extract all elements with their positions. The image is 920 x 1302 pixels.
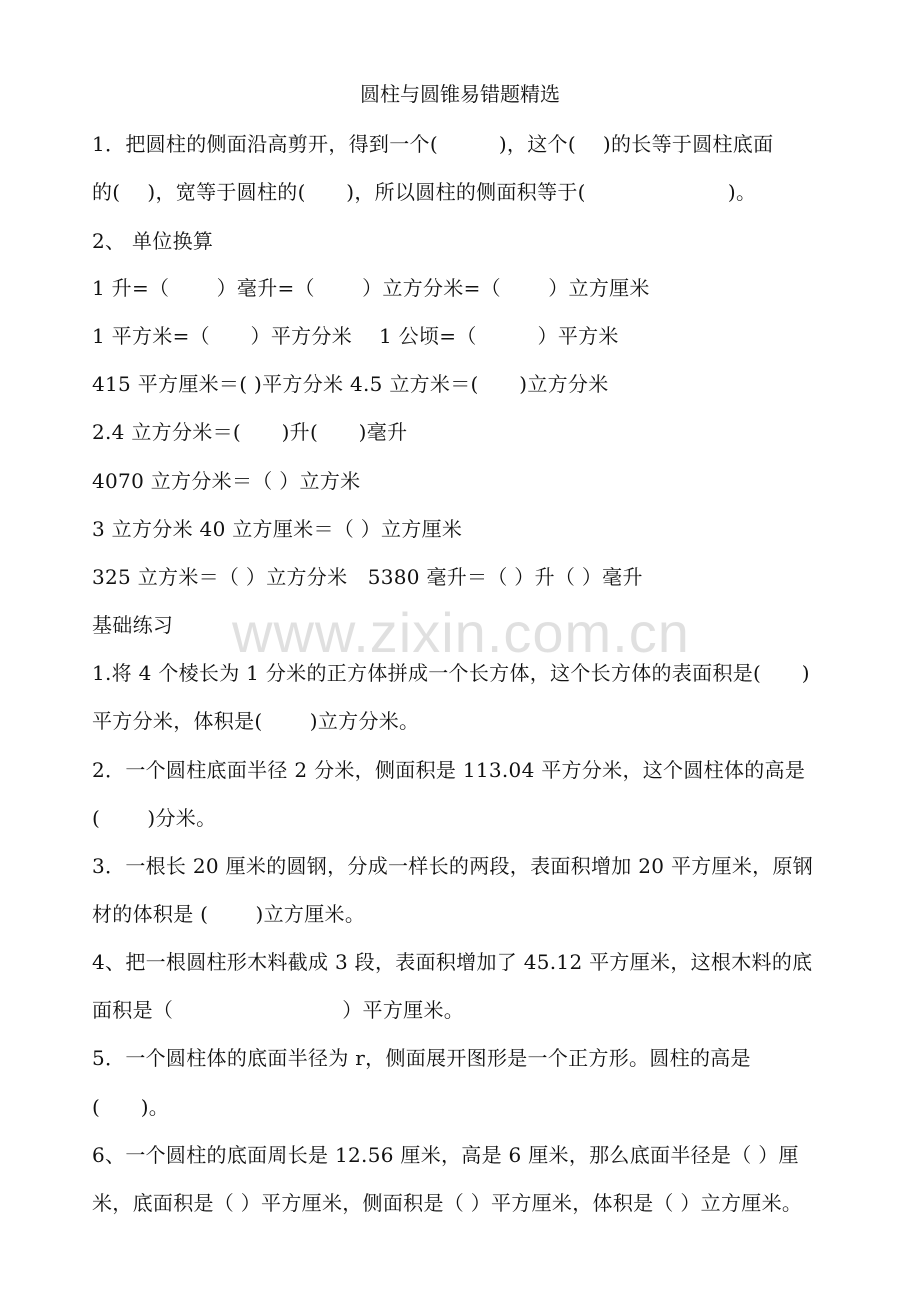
- text-line: 米，底面积是（ ）平方厘米，侧面积是（ ）平方厘米，体积是（ ）立方厘米。: [92, 1191, 803, 1215]
- text-line: 6、一个圆柱的底面周长是 12.56 厘米，高是 6 厘米，那么底面半径是（ ）厘: [92, 1143, 799, 1167]
- text-line: 5．一个圆柱体的底面半径为 r，侧面展开图形是一个正方形。圆柱的高是: [92, 1046, 751, 1070]
- section-heading: 基础练习: [92, 613, 174, 637]
- text-line: ( )分米。: [92, 806, 217, 830]
- text-line: 415 平方厘米＝( )平方分米 4.5 立方米＝( )立方分米: [92, 372, 609, 396]
- text-line: 4、把一根圆柱形木料截成 3 段，表面积增加了 45.12 平方厘米，这根木料的底: [92, 950, 813, 974]
- text-line: 材的体积是 ( )立方厘米。: [92, 902, 366, 926]
- text-line: 2．一个圆柱底面半径 2 分米，侧面积是 113.04 平方分米，这个圆柱体的高是: [92, 758, 806, 782]
- text-line: 平方分米，体积是( )立方分米。: [92, 709, 420, 733]
- section-heading: 2、 单位换算: [92, 229, 214, 253]
- text-line: 的( )，宽等于圆柱的( )，所以圆柱的侧面积等于( )。: [92, 180, 757, 204]
- text-line: 4070 立方分米＝（ ）立方米: [92, 469, 361, 493]
- page-title: 圆柱与圆锥易错题精选: [360, 82, 560, 106]
- text-line: 1.将 4 个棱长为 1 分米的正方体拼成一个长方体，这个长方体的表面积是( ): [92, 661, 810, 685]
- text-line: 3．一根长 20 厘米的圆钢，分成一样长的两段，表面积增加 20 平方厘米，原钢: [92, 854, 814, 878]
- text-line: 325 立方米＝（ ）立方分米 5380 毫升＝（ ）升（ ）毫升: [92, 565, 643, 589]
- watermark: www.zixin.com.cn: [232, 601, 690, 664]
- text-line: 1．把圆柱的侧面沿高剪开，得到一个( )，这个( )的长等于圆柱底面: [92, 132, 774, 156]
- text-line: 1 升=（ ）毫升=（ ）立方分米=（ ）立方厘米: [92, 276, 650, 300]
- text-line: 1 平方米=（ ）平方分米 1 公顷=（ ）平方米: [92, 324, 619, 348]
- text-line: ( )。: [92, 1095, 170, 1119]
- text-line: 面积是（ ）平方厘米。: [92, 998, 465, 1022]
- text-line: 3 立方分米 40 立方厘米＝（ ）立方厘米: [92, 517, 463, 541]
- text-line: 2.4 立方分米＝( )升( )毫升: [92, 420, 408, 444]
